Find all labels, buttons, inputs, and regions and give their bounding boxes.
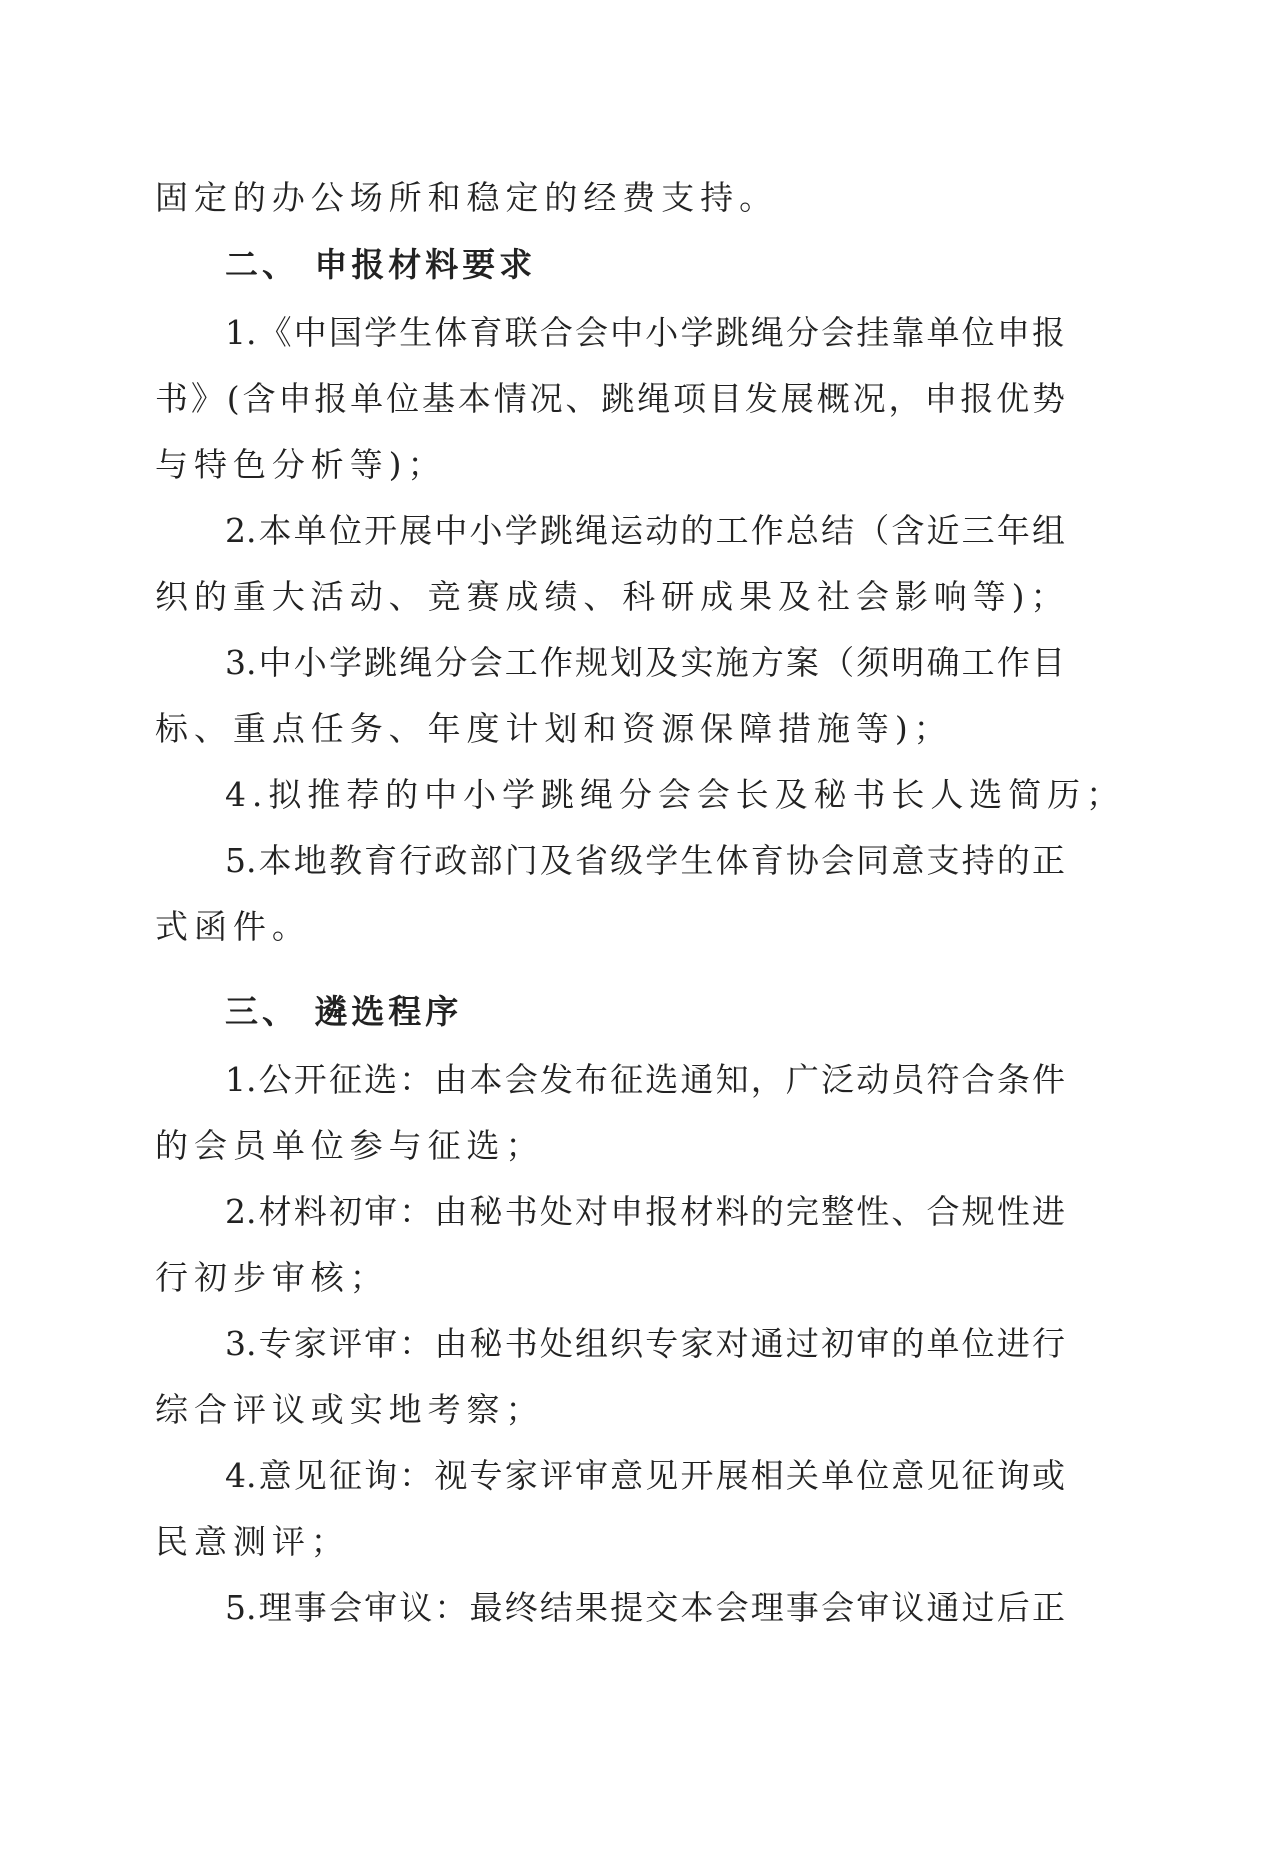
text-line: 综合评议或实地考察； xyxy=(155,1390,545,1429)
text-line: 织的重大活动、竞赛成绩、科研成果及社会影响等)； xyxy=(155,577,1070,616)
text-line: 1.公开征选：由本会发布征选通知，广泛动员符合条件 xyxy=(225,1060,1065,1099)
text-line: 2.本单位开展中小学跳绳运动的工作总结（含近三年组 xyxy=(225,511,1065,550)
text-line: 5.本地教育行政部门及省级学生体育协会同意支持的正 xyxy=(225,841,1065,880)
text-line: 3.中小学跳绳分会工作规划及实施方案（须明确工作目 xyxy=(225,643,1065,682)
text-line: 行初步审核； xyxy=(155,1258,389,1297)
text-line: 式函件。 xyxy=(155,907,311,946)
text-line: 民意测评； xyxy=(155,1522,350,1561)
text-line: 与特色分析等)； xyxy=(155,445,447,484)
text-line: 2.材料初审：由秘书处对申报材料的完整性、合规性进 xyxy=(225,1192,1065,1231)
text-line: 标、重点任务、年度计划和资源保障措施等)； xyxy=(155,709,953,748)
text-line: 4.意见征询：视专家评审意见开展相关单位意见征询或 xyxy=(225,1456,1065,1495)
section-heading: 三、 遴选程序 xyxy=(225,992,463,1031)
section-heading: 二、 申报材料要求 xyxy=(225,245,537,284)
text-line: 5.理事会审议：最终结果提交本会理事会审议通过后正 xyxy=(225,1588,1065,1627)
text-line: 4.拟推荐的中小学跳绳分会会长及秘书长人选简历； xyxy=(225,775,1126,814)
text-line: 1.《中国学生体育联合会中小学跳绳分会挂靠单位申报 xyxy=(225,313,1065,352)
text-line: 固定的办公场所和稳定的经费支持。 xyxy=(155,178,779,217)
text-line: 的会员单位参与征选； xyxy=(155,1126,545,1165)
text-line: 3.专家评审：由秘书处组织专家对通过初审的单位进行 xyxy=(225,1324,1065,1363)
text-line: 书》(含申报单位基本情况、跳绳项目发展概况，申报优势 xyxy=(155,379,1065,418)
